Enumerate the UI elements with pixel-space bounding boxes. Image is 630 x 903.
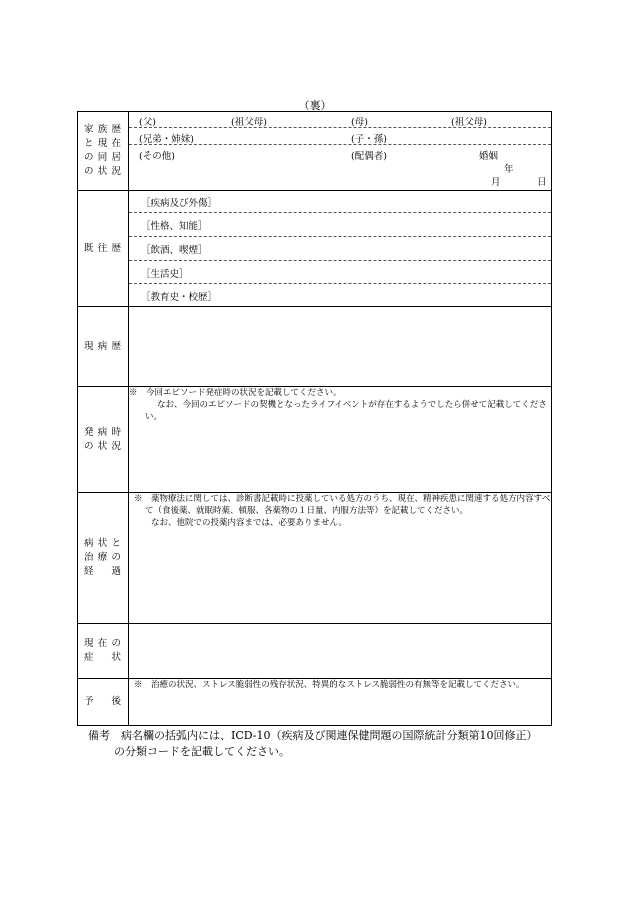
family-label-line-2: と現在: [84, 138, 122, 149]
course-label-line-2: 治療の: [84, 552, 122, 563]
remarks-line-2: の分類コードを記載してください。: [114, 745, 290, 758]
course-label-line-1: 病状と: [84, 538, 122, 549]
father-label: (父): [139, 117, 156, 128]
prognosis-label-text: 予 後: [84, 696, 122, 707]
marriage-month-label: 月: [491, 177, 501, 188]
past-history-label-text: 既往歴: [84, 242, 122, 254]
family-row-siblings: [129, 128, 551, 145]
remarks: [88, 728, 568, 760]
onset-label-line-1: 発病時: [84, 426, 122, 438]
prognosis-note: ※ 治癒の状況、ストレス脆弱性の残存状況、特異的なストレス脆弱性の有無等を記載してください。: [134, 680, 525, 690]
course-cell[interactable]: [129, 493, 552, 624]
past-history-item: ［飲酒、喫煙］: [129, 237, 551, 261]
marriage-label: 婚姻: [479, 151, 499, 162]
symptoms-label-line-1: 現在の: [84, 638, 122, 649]
course-label: [78, 493, 129, 624]
mother-label: (母): [351, 117, 368, 128]
symptoms-label: [78, 624, 129, 679]
onset-note-2: なお、今回のエピソードの契機となったライフイベントが存在するようでしたら併せて記載してください。: [145, 400, 547, 422]
past-history-label: [78, 191, 129, 307]
prognosis-cell[interactable]: [129, 679, 552, 726]
past-history-item: ［生活史］: [129, 261, 551, 284]
present-illness-label-text: 現病歴: [84, 340, 122, 352]
family-history-label: [78, 112, 129, 191]
family-label-line-1: 家族歴: [84, 124, 122, 135]
family-label-line-4: の状況: [84, 166, 122, 177]
onset-cell[interactable]: [129, 387, 552, 493]
paternal-grandparents-label: (祖父母): [231, 117, 267, 128]
other-family-label: (その他): [139, 151, 175, 162]
medical-history-form: [77, 111, 552, 726]
symptoms-label-line-2: 症 状: [84, 652, 122, 663]
onset-note: ※ 今回エピソード発症時の状況を記載してください。: [129, 388, 342, 398]
spouse-label: (配偶者): [351, 151, 387, 162]
past-history-item: ［教育史・校歴］: [141, 292, 218, 303]
symptoms-cell[interactable]: [129, 624, 552, 679]
siblings-label: (兄弟・姉妹): [139, 134, 194, 145]
family-history-cell[interactable]: [129, 112, 552, 191]
onset-label-line-2: の状況: [84, 440, 122, 452]
present-illness-label: [78, 307, 129, 387]
onset-label: [78, 387, 129, 493]
remarks-line-1: 備考 病名欄の括弧内には、ICD-10（疾病及び関連保健問題の国際統計分類第10回修正）: [88, 729, 538, 742]
family-label-line-3: の同居: [84, 152, 122, 163]
present-illness-cell[interactable]: [129, 307, 552, 387]
course-label-line-3: 経 過: [84, 566, 122, 577]
page-title: （裏）: [298, 99, 332, 112]
marriage-year-label: 年: [504, 164, 514, 175]
prognosis-label: [78, 679, 129, 726]
course-note-2: なお、他院での投薬内容までは、必要ありません。: [151, 518, 348, 528]
children-label: (子・孫): [351, 134, 387, 145]
family-row-other: [129, 145, 551, 189]
marriage-day-label: 日: [537, 177, 547, 188]
past-history-item: ［疾病及び外傷］: [129, 191, 551, 213]
family-row-parents: [129, 112, 551, 128]
past-history-item: ［性格、知能］: [129, 213, 551, 237]
course-note: ※ 薬物療法に関しては、診断書記載時に投薬している処方のうち、現在、精神疾患に関連する処方内容すべて（食後薬、就眠時薬、頓服、各薬物の１日量、内服方法等）を記載してください。: [134, 494, 551, 516]
maternal-grandparents-label: (祖父母): [451, 117, 487, 128]
past-history-cell[interactable]: [129, 191, 552, 307]
